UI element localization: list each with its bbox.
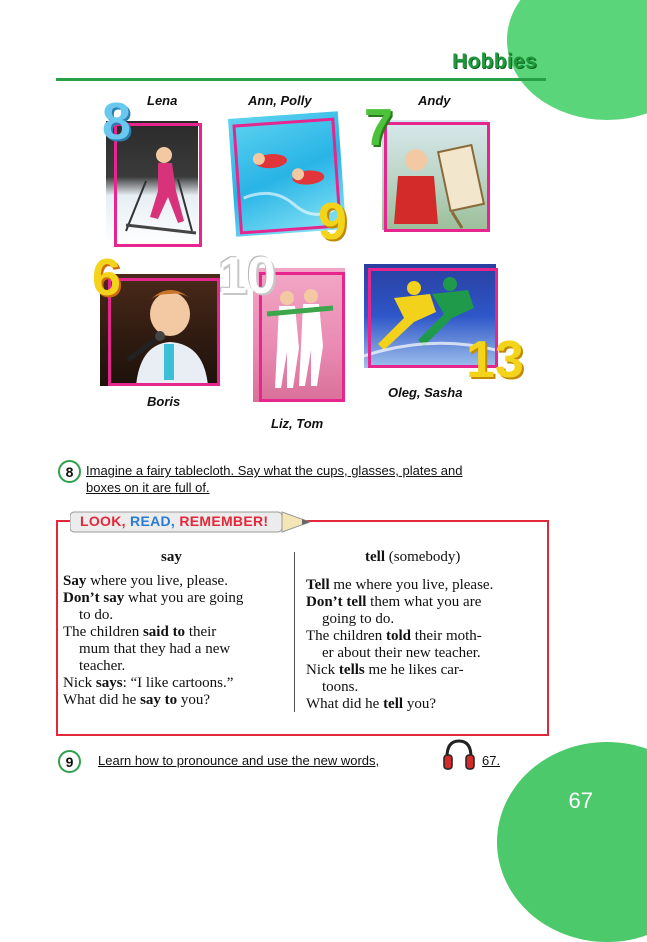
age-number-boris: 6 xyxy=(92,249,121,307)
photo-caption-lena: Lena xyxy=(147,93,178,108)
banner-look: LOOK, xyxy=(80,513,126,529)
tell-you-keyword: tell xyxy=(383,696,404,712)
dont-tell-keyword: Don’t tell xyxy=(306,594,367,610)
page-number: 67 xyxy=(568,788,593,813)
banner-read: READ, xyxy=(130,513,176,529)
look-read-remember-banner xyxy=(80,513,268,529)
said-to-keyword: said to xyxy=(142,624,186,640)
photo-caption-oleg-sasha: Oleg, Sasha xyxy=(388,385,463,400)
photo-caption-boris: Boris xyxy=(147,394,181,409)
task-number-badge: 8 xyxy=(58,460,81,483)
age-number-liz-tom: 10 xyxy=(218,247,276,305)
rules-right-heading: tell (somebody) xyxy=(365,549,461,565)
age-number-lena: 8 xyxy=(102,93,131,151)
banner-remember: REMEMBER! xyxy=(179,513,269,529)
task-9-page-ref: 67. xyxy=(482,753,501,768)
rules-left-heading: say xyxy=(161,549,182,565)
task-8-line-2: boxes on it are full of. xyxy=(86,480,210,495)
dont-say-keyword: Don’t say xyxy=(63,590,125,606)
told-keyword: told xyxy=(385,628,411,644)
rules-left-column: Say where you live, please. Don’t say what you are going to do. The children said to their mum that they had a new teacher. Nick says: “I like cartoons.” What did he say to you? xyxy=(63,573,244,708)
says-keyword: says xyxy=(95,675,123,691)
corner-decoration-bottom xyxy=(497,742,647,942)
task-8-line-1: Imagine a fairy tablecloth. Say what the cups, glasses, plates and xyxy=(86,463,463,478)
tells-keyword: tells xyxy=(338,662,365,678)
column-divider xyxy=(294,552,295,712)
photo-caption-ann-polly: Ann, Polly xyxy=(248,93,312,108)
photo-andy xyxy=(382,120,488,230)
photo-caption-andy: Andy xyxy=(418,93,451,108)
task-9-text: Learn how to pronounce and use the new words, xyxy=(98,753,380,768)
headphones-icon xyxy=(442,737,476,771)
say-to-keyword: say to xyxy=(140,692,178,708)
say-keyword: Say xyxy=(63,573,87,589)
photo-caption-liz-tom: Liz, Tom xyxy=(271,416,324,431)
age-number-andy: 7 xyxy=(364,99,393,157)
tell-keyword: Tell xyxy=(306,577,330,593)
title-rule xyxy=(56,78,546,81)
task-number-badge: 9 xyxy=(58,750,81,773)
page-title: Hobbies xyxy=(452,50,537,73)
age-number-ann-polly: 9 xyxy=(318,193,347,251)
rules-right-column: Tell me where you live, please. Don’t tell them what you are going to do. The children told their moth- er about their new teacher. Nick tells me he likes car- toons. What did he tell you? xyxy=(306,577,494,712)
age-number-oleg-sasha: 13 xyxy=(466,331,524,389)
